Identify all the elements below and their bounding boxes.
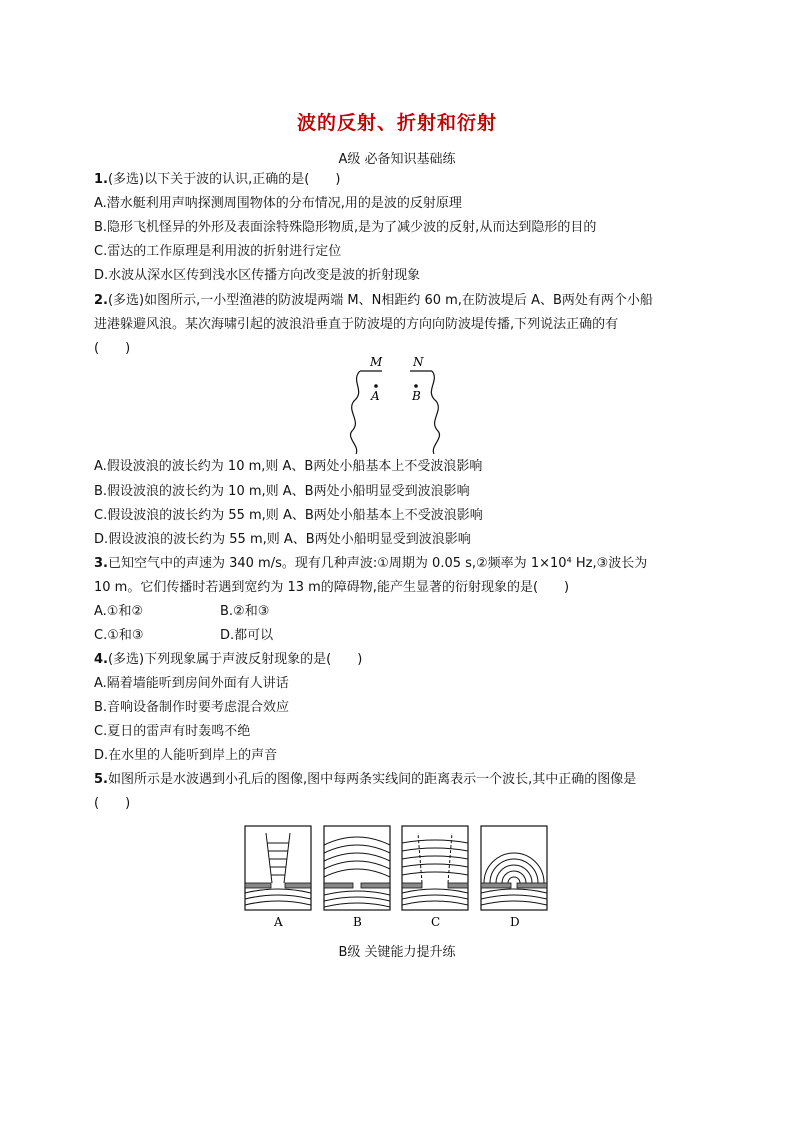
q4-option-b: B.音响设备制作时要考虑混合效应 — [94, 700, 290, 715]
label-b: B — [412, 389, 421, 403]
page-title: 波的反射、折射和衍射 — [296, 112, 497, 134]
section-b-heading: B级 关键能力提升练 — [338, 945, 456, 960]
q1-option-a: A.潜水艇利用声呐探测周围物体的分布情况,用的是波的反射原理 — [94, 196, 462, 211]
q5-stem-line1 — [94, 771, 704, 789]
section-a-heading: A级 必备知识基础练 — [338, 152, 456, 167]
q1-text: (多选)以下关于波的认识,正确的是( ) — [107, 172, 341, 187]
q5-text-1: 如图所示是水波遇到小孔后的图像,图中每两条实线间的距离表示一个波长,其中正确的图像是 — [107, 772, 637, 787]
q2-option-b: B.假设波浪的波长约为 10 m,则 A、B两处小船明显受到波浪影响 — [94, 484, 470, 499]
q3-number: 3. — [94, 556, 108, 571]
right-coastline — [431, 371, 439, 454]
q3-stem-line2: 10 m。它们传播时若遇到宽约为 13 m的障碍物,能产生显著的衍射现象的是( ) — [94, 580, 570, 595]
point-b — [414, 384, 418, 388]
diffraction-figures — [244, 825, 554, 935]
q4-text: (多选)下列现象属于声波反射现象的是( ) — [107, 652, 363, 667]
q3-option-a: A.①和② — [94, 604, 144, 619]
q4-option-c: C.夏日的雷声有时轰鸣不绝 — [94, 724, 251, 739]
q2-stem-line3: ( ) — [94, 341, 131, 356]
panel-label-d: D — [510, 915, 520, 929]
q1-stem — [94, 171, 704, 189]
q2-stem-line1 — [94, 292, 704, 310]
q1-number: 1. — [94, 172, 108, 187]
label-n: N — [413, 356, 424, 369]
q5-number: 5. — [94, 772, 108, 787]
q4-number: 4. — [94, 652, 108, 667]
q5-stem-line2: ( ) — [94, 796, 131, 811]
panel-d — [481, 826, 547, 910]
q3-option-d: D.都可以 — [220, 628, 274, 643]
panel-label-a: A — [274, 915, 283, 929]
q1-option-d: D.水波从深水区传到浅水区传播方向改变是波的折射现象 — [94, 268, 421, 283]
point-a — [374, 384, 378, 388]
panel-label-b: B — [353, 915, 362, 929]
q3-option-b: B.②和③ — [220, 604, 270, 619]
panel-b — [324, 826, 390, 910]
panel-c — [402, 826, 468, 910]
q3-text-1: 已知空气中的声速为 340 m/s。现有几种声波:①周期为 0.05 s,②频率为 1×10⁴ Hz,③波长为 — [107, 556, 648, 571]
q4-option-d: D.在水里的人能听到岸上的声音 — [94, 748, 278, 763]
q2-option-c: C.假设波浪的波长约为 55 m,则 A、B两处小船基本上不受波浪影响 — [94, 508, 483, 523]
q1-option-c: C.雷达的工作原理是利用波的折射进行定位 — [94, 244, 342, 259]
q2-stem-line2: 进港躲避风浪。某次海啸引起的波浪沿垂直于防波堤的方向向防波堤传播,下列说法正确的有 — [94, 317, 619, 332]
label-m: M — [370, 356, 383, 369]
label-a: A — [371, 389, 380, 403]
q1-option-b: B.隐形飞机怪异的外形及表面涂特殊隐形物质,是为了减少波的反射,从而达到隐形的目的 — [94, 220, 597, 235]
breakwater-figure — [340, 356, 450, 456]
q2-option-d: D.假设波浪的波长约为 55 m,则 A、B两处小船明显受到波浪影响 — [94, 532, 471, 547]
q3-option-c: C.①和③ — [94, 628, 144, 643]
q2-text-1: (多选)如图所示,一小型渔港的防波堤两端 M、N相距约 60 m,在防波堤后 A、B两处有两个小船 — [107, 293, 653, 308]
left-coastline — [350, 371, 360, 454]
panel-a — [245, 826, 311, 910]
q2-option-a: A.假设波浪的波长约为 10 m,则 A、B两处小船基本上不受波浪影响 — [94, 459, 483, 474]
panel-label-c: C — [431, 915, 441, 929]
q4-option-a: A.隔着墙能听到房间外面有人讲话 — [94, 676, 289, 691]
q2-number: 2. — [94, 293, 108, 308]
q3-stem-line1 — [94, 555, 704, 573]
q4-stem — [94, 651, 704, 669]
